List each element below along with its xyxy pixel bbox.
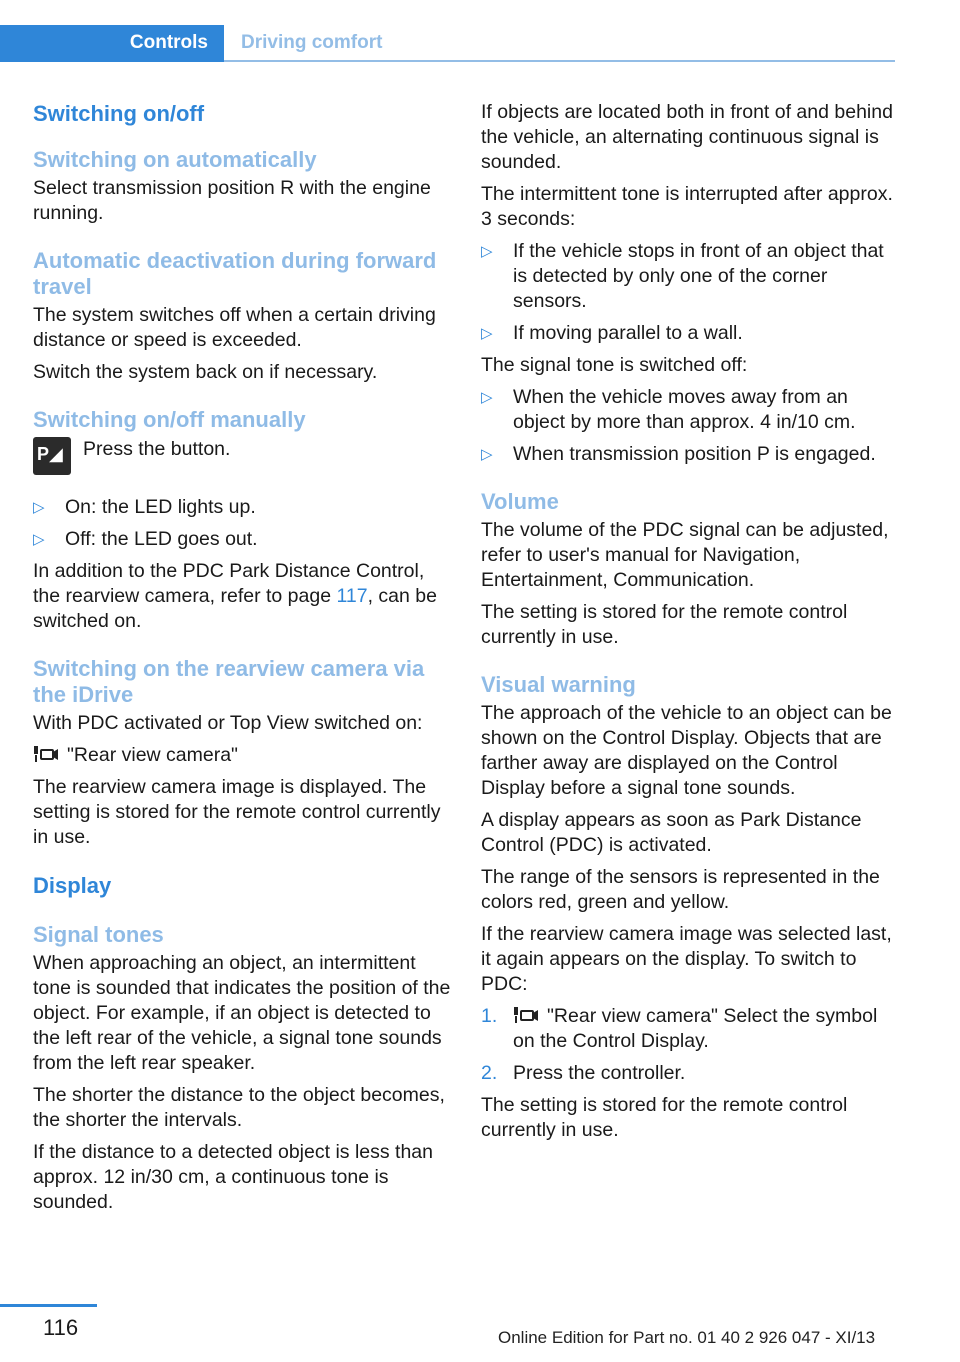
right-column	[481, 100, 899, 1150]
para-visual-4: If the rearview camera image was selected last, it again appears on the display. To switch to PDC:	[481, 923, 892, 995]
para-volume-2: The setting is stored for the remote control currently in use.	[481, 601, 848, 648]
list-item: ▷ When the vehicle moves away from an object by more than approx. 4 in/10 cm.	[481, 385, 899, 435]
heading-switching-on-off: Switching on/off	[33, 101, 205, 126]
para-auto-off-1: The system switches off when a certain driving distance or speed is exceeded.	[33, 304, 436, 351]
para-interrupt: The intermittent tone is interrupted after approx. 3 seconds:	[481, 183, 893, 230]
heading-manual: Switching on/off manually	[33, 407, 306, 432]
page-header	[0, 25, 895, 62]
heading-signal-tones: Signal tones	[33, 922, 164, 947]
heading-idrive: Switching on the rearview camera via the iDrive	[33, 656, 425, 707]
heading-switching-on-automatically: Switching on automatically	[33, 147, 317, 172]
list-item	[481, 1004, 899, 1054]
para-signal-3: If the distance to a detected object is less than approx. 12 in/30 cm, a continuous tone is sounded.	[33, 1141, 433, 1213]
led-list	[33, 495, 451, 552]
steps-list	[481, 1004, 899, 1086]
para-off: The signal tone is switched off:	[481, 354, 748, 376]
para-visual-1: The approach of the vehicle to an object can be shown on the Control Display. Objects that are farther away are displayed on the Control Display before a signal tone sounds.	[481, 702, 892, 799]
para-idrive: With PDC activated or Top View switched on:	[33, 712, 423, 734]
heading-automatic-deactivation: Automatic deactivation during forward travel	[33, 248, 437, 299]
heading-visual-warning: Visual warning	[481, 672, 636, 697]
step-text: "Rear view camera" Select the symbol on the Control Display.	[513, 1005, 878, 1052]
para-auto-off-2: Switch the system back on if necessary.	[33, 361, 378, 383]
para-both: If objects are located both in front of and behind the vehicle, an alternating continuous signal is sounded.	[481, 101, 893, 173]
list-item: ▷ If moving parallel to a wall.	[481, 321, 899, 346]
interrupt-list	[481, 239, 899, 346]
left-column	[33, 100, 451, 1222]
para-auto-on: Select transmission position R with the engine running.	[33, 177, 431, 224]
page-number: 116	[43, 1315, 79, 1340]
rear-camera-icon	[33, 745, 59, 763]
para-visual-3: The range of the sensors is represented in the colors red, green and yellow.	[481, 866, 880, 913]
header-rule	[224, 60, 895, 62]
subsection-label: Driving comfort	[241, 32, 383, 53]
heading-volume: Volume	[481, 489, 559, 514]
button-instruction-text: Press the button.	[83, 438, 231, 460]
list-item	[481, 1061, 899, 1086]
para-displayed: The rearview camera image is displayed. The setting is stored for the remote control currently in use.	[33, 776, 441, 848]
section-label: Controls	[129, 32, 208, 53]
para-final: The setting is stored for the remote control currently in use.	[481, 1094, 848, 1141]
para-signal-2: The shorter the distance to the object becomes, the shorter the intervals.	[33, 1084, 445, 1131]
button-instruction	[33, 437, 451, 481]
menu-instruction	[33, 743, 451, 768]
rear-camera-icon	[513, 1006, 539, 1024]
heading-display: Display	[33, 873, 112, 898]
para-visual-2: A display appears as soon as Park Distance Control (PDC) is activated.	[481, 809, 862, 856]
edition-text: Online Edition for Part no. 01 40 2 926 047 - XI/13	[498, 1328, 876, 1347]
footer-rule	[0, 1304, 97, 1307]
off-list	[481, 385, 899, 467]
step-text: Press the controller.	[513, 1062, 686, 1084]
step-number: 2.	[481, 1062, 498, 1084]
list-item: ▷ On: the LED lights up.	[33, 495, 451, 520]
step-number: 1.	[481, 1005, 498, 1027]
pdc-button-icon: P◢	[33, 437, 71, 475]
menu-item-label: "Rear view camera"	[67, 744, 238, 766]
para-camera: In addition to the PDC Park Distance Control, the rearview camera, refer to page 117, can be switched on.	[33, 560, 437, 632]
list-item: ▷ Off: the LED goes out.	[33, 527, 451, 552]
para-volume-1: The volume of the PDC signal can be adjusted, refer to user's manual for Navigation, Entertainment, Communication.	[481, 519, 889, 591]
para-signal-1: When approaching an object, an intermittent tone is sounded that indicates the position of the object. For example, if an object is detected to the left rear of the vehicle, a signal tone sounds from the left rear speaker.	[33, 952, 451, 1074]
list-item: ▷ When transmission position P is engaged.	[481, 442, 899, 467]
list-item: ▷ If the vehicle stops in front of an object that is detected by only one of the corner sensors.	[481, 239, 899, 314]
page-link[interactable]: 117	[336, 585, 368, 607]
section-tab	[0, 25, 224, 62]
